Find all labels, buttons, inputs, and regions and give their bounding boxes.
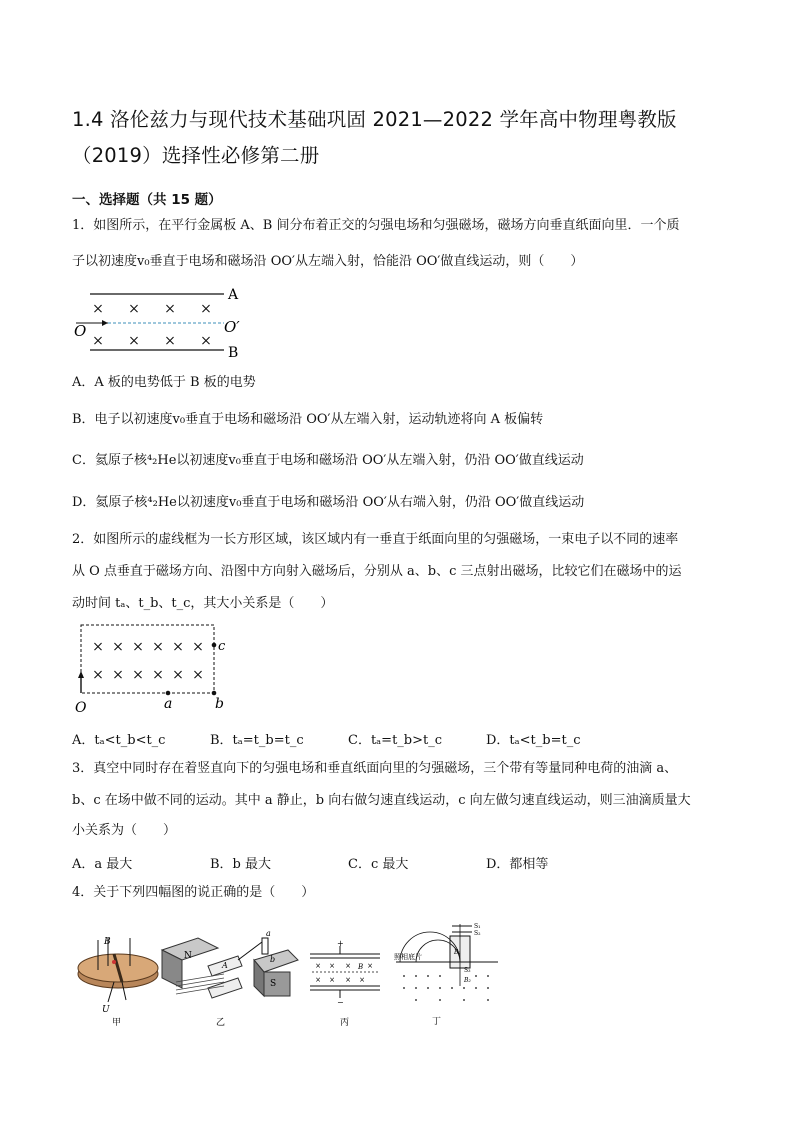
- section-heading: 一、选择题（共 15 题）: [72, 192, 222, 208]
- cross-mark: ×: [132, 639, 144, 655]
- page-title: [72, 102, 732, 174]
- q1-option-a: A．A 板的电势低于 B 板的电势: [72, 375, 256, 390]
- q4-figure-ding: [392, 920, 502, 1026]
- figure-label-ding: 丁: [432, 1017, 442, 1027]
- point-c: [212, 643, 217, 648]
- field-dot: [487, 975, 489, 977]
- cross-mark: ×: [128, 301, 140, 317]
- q1-option-d: D．氦原子核⁴₂He以初速度v₀垂直于电场和磁场沿 OO′从右端入射，仍沿 OO′做直线运动: [72, 495, 585, 510]
- q2-option-d: D．tₐ<t_b=t_c: [486, 733, 581, 748]
- field-dot: [487, 999, 489, 1001]
- q4-figure-jia: [68, 930, 168, 1026]
- cross-mark: ×: [92, 667, 104, 683]
- label-c: c: [218, 639, 226, 654]
- label-s3: S₃: [464, 967, 471, 974]
- q1-stem-line-2: 子以初速度v₀垂直于电场和磁场沿 OO′从左端入射，恰能沿 OO′做直线运动，则（ ）: [72, 254, 584, 269]
- q1-option-c: C．氦原子核⁴₂He以初速度v₀垂直于电场和磁场沿 OO′从左端入射，仍沿 OO′做直线运动: [72, 453, 584, 468]
- label-b: B: [104, 937, 111, 947]
- q3-option-d: D．都相等: [486, 857, 549, 872]
- cross-mark: ×: [200, 333, 212, 349]
- field-dot: [475, 987, 477, 989]
- q4-stem-line-1: 4．关于下列四幅图的说正确的是（ ）: [72, 885, 315, 900]
- cross-mark: ×: [164, 333, 176, 349]
- point-b: [212, 691, 217, 696]
- label-s2: S₂: [474, 930, 481, 937]
- label-a-lower: a: [266, 929, 271, 938]
- label-s1: S₁: [474, 923, 481, 930]
- cross-mark: ×: [315, 962, 321, 970]
- title-line-1: 1.4 洛伦兹力与现代技术基础巩固 2021—2022 学年高中物理粤教版: [72, 108, 677, 131]
- label-o: O: [75, 700, 87, 716]
- cross-mark: ×: [329, 976, 335, 984]
- figure-label-jia: 甲: [112, 1018, 122, 1028]
- field-dot: [451, 987, 453, 989]
- label-a: A: [228, 287, 239, 303]
- cross-mark: ×: [172, 667, 184, 683]
- q2-stem-line-3: 动时间 tₐ、t_b、t_c，其大小关系是（ ）: [72, 596, 334, 611]
- label-o: O: [74, 322, 87, 340]
- q3-stem-line-1: 3．真空中同时存在着竖直向下的匀强电场和垂直纸面向里的匀强磁场，三个带有等量同种电荷的油滴 a、: [72, 761, 678, 776]
- q1-figure: [72, 284, 252, 364]
- q2-figure: [72, 617, 242, 717]
- cross-mark: ×: [152, 667, 164, 683]
- label-a: a: [164, 696, 173, 712]
- figure-label-bing: 丙: [340, 1018, 350, 1028]
- field-dot: [403, 987, 405, 989]
- field-dot: [463, 999, 465, 1001]
- cross-mark: ×: [92, 639, 104, 655]
- q2-option-c: C．tₐ=t_b>t_c: [348, 733, 443, 748]
- cross-mark: ×: [359, 976, 365, 984]
- label-minus: −: [337, 998, 344, 1007]
- q2-option-a: A．tₐ<t_b<t_c: [72, 733, 166, 748]
- particle-dot: [112, 960, 116, 964]
- field-dot: [487, 987, 489, 989]
- field-dot: [439, 975, 441, 977]
- label-b-lower: b: [270, 955, 276, 964]
- label-b2: B₂: [464, 977, 471, 984]
- cross-mark: ×: [132, 667, 144, 683]
- resistor: [262, 938, 268, 954]
- label-b1: B₁: [454, 949, 461, 956]
- label-o-prime: O′: [224, 318, 240, 336]
- figure-label-yi: 乙: [216, 1018, 226, 1028]
- q2-option-b: B．tₐ=t_b=t_c: [210, 733, 304, 748]
- q2-stem-line-2: 从 O 点垂直于磁场方向、沿图中方向射入磁场后，分别从 a、b、c 三点射出磁场，比较它们在磁场中的运: [72, 564, 682, 579]
- wire: [238, 942, 262, 960]
- q2-stem-line-1: 2．如图所示的虚线框为一长方形区域，该区域内有一垂直于纸面向里的匀强磁场，一束电子以不同的速率: [72, 532, 679, 547]
- cross-mark: ×: [192, 667, 204, 683]
- cross-mark: ×: [315, 976, 321, 984]
- cross-mark: ×: [112, 639, 124, 655]
- field-dot: [463, 987, 465, 989]
- title-line-2: （2019）选择性必修第二册: [72, 144, 320, 167]
- label-b: B: [228, 345, 239, 361]
- label-plus: +: [337, 939, 344, 948]
- cross-mark: ×: [329, 962, 335, 970]
- arrow-head: [102, 320, 108, 326]
- magnet-s-front: [264, 972, 290, 996]
- field-dot: [427, 975, 429, 977]
- q3-option-c: C．c 最大: [348, 857, 409, 872]
- cross-mark: ×: [345, 962, 351, 970]
- q1-stem-line-1: 1．如图所示，在平行金属板 A、B 间分布着正交的匀强电场和匀强磁场，磁场方向垂直纸面向里．一个质: [72, 218, 680, 233]
- cross-mark: ×: [152, 639, 164, 655]
- cross-mark: ×: [367, 962, 373, 970]
- cross-mark: ×: [164, 301, 176, 317]
- cross-mark: ×: [112, 667, 124, 683]
- q3-stem-line-3: 小关系为（ ）: [72, 823, 177, 838]
- q4-figure-bing: [306, 939, 386, 1028]
- field-dot: [439, 987, 441, 989]
- label-photo-plate: 照相底片: [394, 953, 422, 961]
- q4-figure-yi: [158, 930, 298, 1026]
- label-b: b: [215, 696, 224, 712]
- cross-mark: ×: [192, 639, 204, 655]
- field-dot: [403, 975, 405, 977]
- label-a-plate: A: [222, 961, 228, 970]
- arrow-head: [78, 671, 84, 678]
- q3-option-b: B．b 最大: [210, 857, 272, 872]
- q3-stem-line-2: b、c 在场中做不同的运动。其中 a 静止，b 向右做匀速直线运动，c 向左做匀速直线运动，则三油滴质量大: [72, 793, 691, 808]
- point-a: [166, 691, 171, 696]
- field-dot: [439, 999, 441, 1001]
- particle-stream: [176, 974, 224, 982]
- cross-mark: ×: [200, 301, 212, 317]
- label-u: U: [102, 1005, 110, 1015]
- field-dot: [415, 975, 417, 977]
- cross-mark: ×: [128, 333, 140, 349]
- field-dot: [415, 999, 417, 1001]
- q3-option-a: A．a 最大: [72, 857, 133, 872]
- label-s: S: [270, 979, 277, 989]
- cross-mark: ×: [92, 333, 104, 349]
- cross-mark: ×: [345, 976, 351, 984]
- label-n: N: [184, 951, 192, 961]
- cross-mark: ×: [92, 301, 104, 317]
- cross-mark: ×: [172, 639, 184, 655]
- field-dot: [415, 987, 417, 989]
- label-b: B: [358, 963, 364, 971]
- field-dot: [475, 975, 477, 977]
- field-dot: [427, 987, 429, 989]
- q1-option-b: B．电子以初速度v₀垂直于电场和磁场沿 OO′从左端入射，运动轨迹将向 A 板偏转: [72, 412, 544, 427]
